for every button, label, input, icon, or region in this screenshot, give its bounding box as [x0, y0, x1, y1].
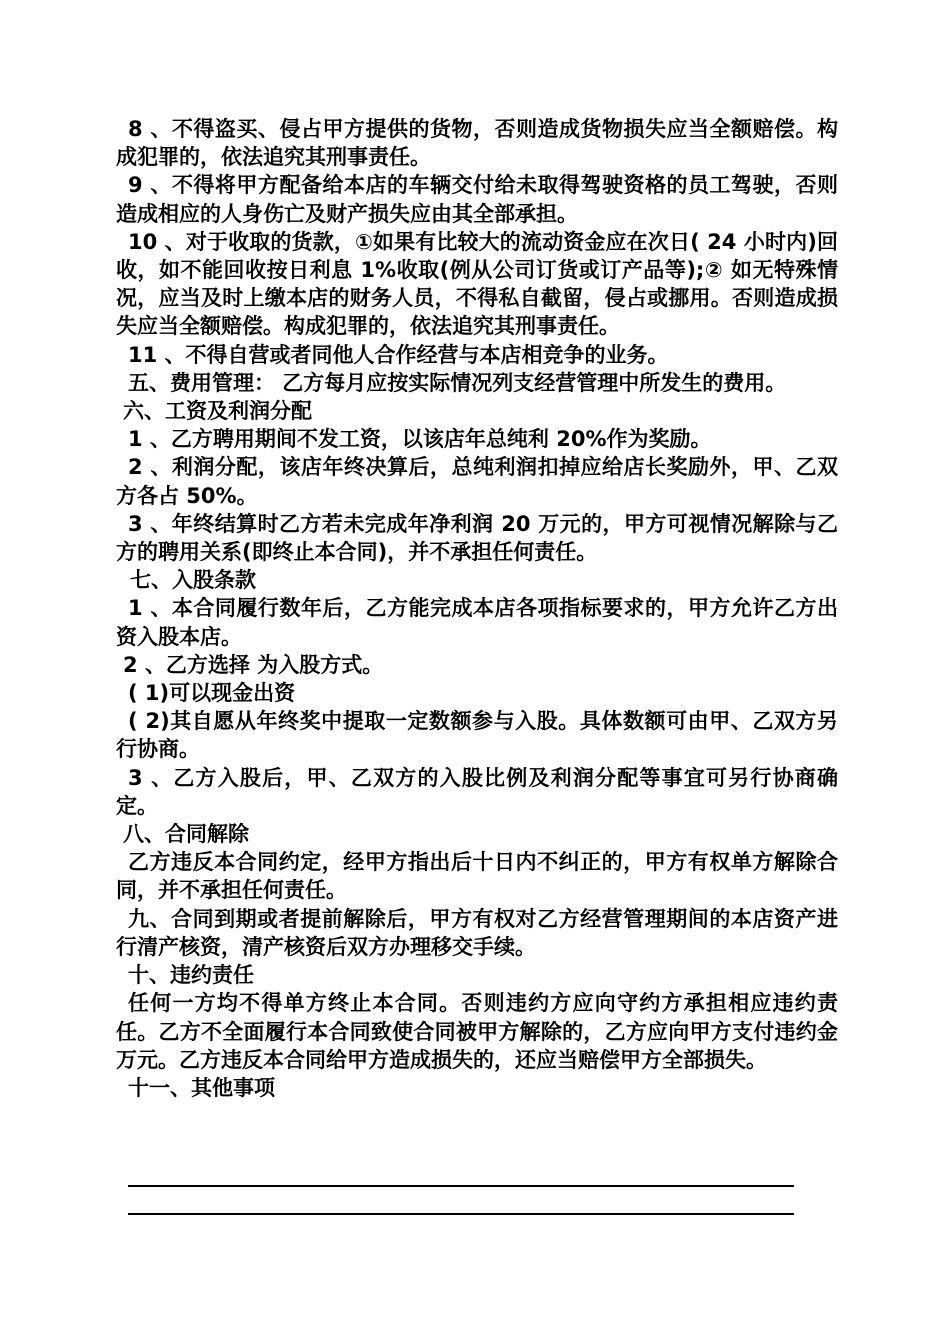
section-11-heading: 十一、其他事项	[128, 1075, 275, 1100]
section-7-item-2: 2 、乙方选择 为入股方式。	[123, 652, 384, 677]
section-9: 九、合同到期或者提前解除后，甲方有权对乙方经营管理期间的本店资产进行清产核资，清产核资后双方办理移交手续。	[116, 906, 838, 959]
section-6-item-2: 2 、利润分配，该店年终决算后，总纯利润扣掉应给店长奖励外，甲、乙双方各占 50%。	[116, 455, 838, 508]
section-6-item-3: 3 、年终结算时乙方若未完成年净利润 20 万元的，甲方可视情况解除与乙方的聘用关系(即终止本合同)，并不承担任何责任。	[116, 511, 838, 565]
blank-fill-line-1	[128, 1185, 794, 1187]
clause-10: 10 、对于收取的货款，①如果有比较大的流动资金应在次日( 24 小时内)回收，如不能回收按日利息 1%收取(例从公司订货或订产品等);② 如无特殊情况，应当及时上缴本店的财务人员，不得私自截留，侵占或挪用。否则造成损失应当全额赔偿。构成犯罪的，依法追究其刑事责任。	[116, 229, 838, 339]
section-7-option-1: ( 1)可以现金出资	[128, 681, 296, 706]
clause-8: 8 、不得盗买、侵占甲方提供的货物，否则造成货物损失应当全额赔偿。构成犯罪的，依法追究其刑事责任。	[116, 117, 838, 170]
document-body	[116, 115, 838, 1102]
section-5-expense-management: 五、费用管理： 乙方每月应按实际情况列支经营管理中所发生的费用。	[128, 370, 787, 395]
blank-fill-line-2	[128, 1213, 794, 1215]
section-6-heading: 六、工资及利润分配	[123, 399, 312, 424]
clause-9: 9 、不得将甲方配备给本店的车辆交付给未取得驾驶资格的员工驾驶，否则造成相应的人身伤亡及财产损失应由其全部承担。	[116, 173, 838, 226]
clause-11: 11 、不得自营或者同他人合作经营与本店相竞争的业务。	[128, 342, 669, 367]
section-7-item-3: 3 、乙方入股后，甲、乙双方的入股比例及利润分配等事宜可另行协商确定。	[116, 765, 838, 818]
section-8-heading: 八、合同解除	[123, 822, 249, 847]
section-7-heading: 七、入股条款	[130, 568, 256, 593]
section-10-body: 任何一方均不得单方终止本合同。否则违约方应向守约方承担相应违约责任。乙方不全面履行本合同致使合同被甲方解除的，乙方应向甲方支付违约金 万元。乙方违反本合同给甲方造成损失的，还应当赔偿甲方全部损失。	[116, 991, 838, 1072]
section-7-option-2: ( 2)其自愿从年终奖中提取一定数额参与入股。具体数额可由甲、乙双方另行协商。	[116, 709, 838, 762]
section-7-item-1: 1 、本合同履行数年后，乙方能完成本店各项指标要求的，甲方允许乙方出资入股本店。	[116, 596, 838, 649]
section-10-heading: 十、违约责任	[128, 963, 254, 988]
section-6-item-1: 1 、乙方聘用期间不发工资，以该店年总纯利 20%作为奖励。	[128, 427, 712, 452]
section-8-body: 乙方违反本合同约定，经甲方指出后十日内不纠正的，甲方有权单方解除合同，并不承担任何责任。	[116, 850, 838, 903]
